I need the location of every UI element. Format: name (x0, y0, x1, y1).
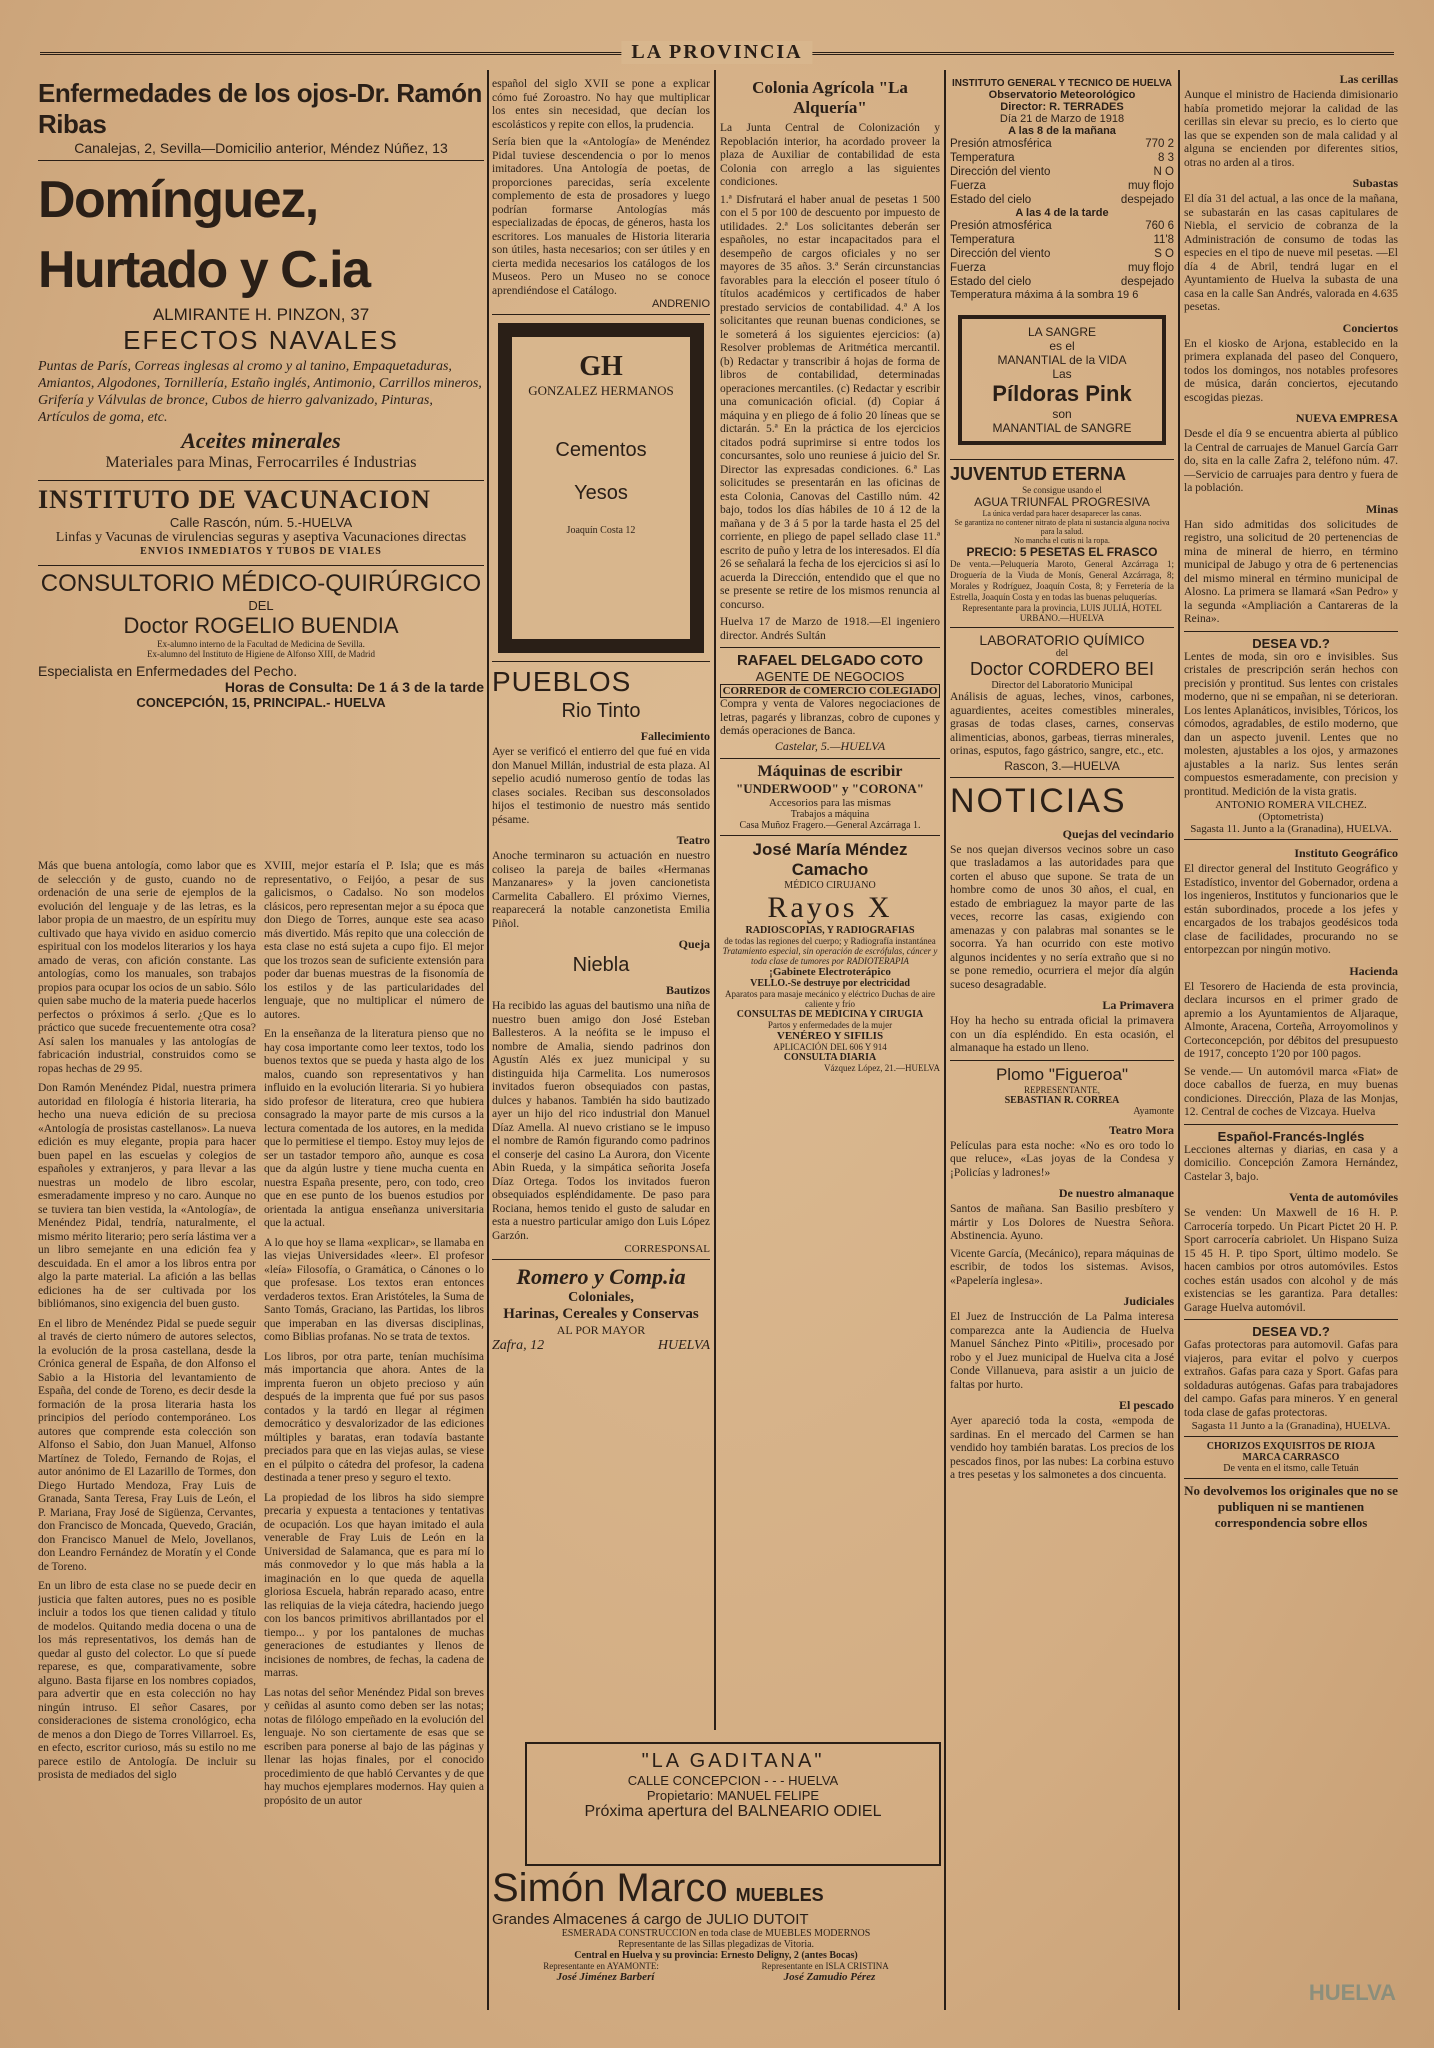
noticias-text: Santos de mañana. San Basilio presbítero y mártir y Los Dolores de Nuestra Señora. Abstinencia. Ayuno. (950, 1203, 1174, 1242)
mendez-trat: Tratamiento especial, sin operación de escrófulas, cáncer y toda clase de tumores por RADIOTERAPIA (722, 945, 938, 966)
footer-note: No devolvemos los originales que no se publiquen ni se mantienen correspondencia sobre ellos (1184, 1483, 1398, 1530)
meteo-label: Dirección del viento (950, 248, 1051, 260)
meteo-date: Día 21 de Marzo de 1918 (999, 113, 1125, 125)
meteo-label: Fuerza (950, 180, 986, 192)
meteo-label: Dirección del viento (950, 166, 1051, 178)
cordero-sub: del (1055, 648, 1069, 659)
meteo-value: S O (1154, 248, 1174, 260)
meteo-row (950, 233, 1174, 247)
column-2 (492, 78, 710, 1718)
col5-heading: Conciertos (1342, 320, 1398, 335)
gonzalez-logo: GH (579, 351, 623, 382)
col5-text: Lecciones alternas y diarias, en casa y a domicilio. Concepción Zamora Hernández, Castelar 3, bajo. (1184, 1143, 1398, 1183)
pueblos-title: PUEBLOS (492, 666, 632, 697)
gonzalez-address: Joaquín Costa 12 (566, 525, 636, 536)
pueblos-heading: Teatro (676, 833, 710, 847)
pueblos-signature: CORRESPONSAL (624, 1243, 710, 1255)
mendez-vello: VELLO.-Se destruye por electricidad (750, 977, 910, 989)
meteo-title: INSTITUTO GENERAL Y TÉCNICO DE HUELVA (951, 78, 1173, 89)
noticias-heading: El pescado (1118, 1398, 1174, 1412)
gonzalez-yesos: Yesos (574, 482, 628, 504)
chorizos-l1: CHORIZOS EXQUISITOS DE RIOJA (1206, 1441, 1376, 1452)
maquinas-brands: "UNDERWOOD" y "CORONA" (735, 780, 925, 796)
noticias-text: Ayer apareció toda la costa, «empoda de sardinas. En el mercado del Carmen se han vendido hoy también baratas. Los precios de los pescados finos, por las nubes: La corbina estuvo a tres pesetas y los salmonetes a dos cincuenta. (950, 1415, 1174, 1481)
col5-address: Sagasta 11 Junto a la (Granadina), HUELVA. (1191, 1420, 1391, 1432)
gaditana-next: Próxima apertura del BALNEARIO ODIEL (584, 1803, 882, 1820)
col5-heading: Las cerillas (1339, 72, 1398, 86)
noticias-text: El Juez de Instrucción de La Palma interesa comparezca ante la Audiencia de Huelva Manuel Sánchez Pinto «Pitili», procesado por robo y el Juez municipal de Huelva cita a José Conde Villanueva, para asistir a un juicio de faltas por hurto. (950, 1311, 1174, 1391)
romero-city: HUELVA (657, 1338, 710, 1353)
gonzalez-name: GONZALEZ HERMANOS (528, 383, 674, 398)
col5-address: Sagasta 11. Junto a la (Granadina), HUELVA. (1190, 823, 1392, 835)
meteo-row (950, 261, 1174, 275)
meteo-row (950, 219, 1174, 233)
col5-text: El director general del Instituto Geográfico y Estadístico, inventor del Gobernador, ordena a los ingenieros, Institutos y funcionarios que le están subordinados, procede a los jefes y encargados de los trabajos geodésicos toda clase de facilidades, procurando no se entorpezcan por ningún motivo. (1184, 863, 1398, 956)
dominguez-oils: Aceites minerales (181, 428, 341, 453)
column-4 (950, 78, 1174, 2008)
maquinas-address: Casa Muñoz Fragero.—General Azcárraga 1. (739, 819, 921, 831)
noticias-heading: De nuestro almanaque (1058, 1186, 1174, 1200)
mendez-diaria: CONSULTA DIARIA (783, 1051, 877, 1063)
alqueria-title: Colonia Agrícola "La Alquería" (752, 78, 908, 117)
plomo-rep: REPRESENTANTE, (1023, 1084, 1101, 1095)
vacuna-title: INSTITUTO DE VACUNACION (38, 485, 431, 514)
romero-mayor: AL POR MAYOR (556, 1323, 646, 1337)
article-paragraph: Más que buena antología, como labor que es de selección y de gusto, cuando no de ordenación de una serie de ejemplos de la evolución del lenguaje y de las letras, es la labor propia de un maestro, de un espíritu muy cultivado que haya vivido en asiduo comercio espiritual con los modelos literarios y los haya amado de veras, con afición constante. Las antologías, como los manuales, son trabajos propios para ocupar los ocios de un sabio. Sólo quien sabe mucho de la materia puede hacerlos perfectos o próximos á serlo. ¿Que es lo práctico que sucede frecuentemente otra cosa? Así salen los manuales y las antologías de fabricación industrial, construidos como se ropas hechas de 29 95. (38, 860, 256, 1075)
juventud-b1: La única verdad para hacer desaparecer las canas. (982, 509, 1142, 518)
col5-heading: Venta de automóviles (1289, 1190, 1398, 1204)
meteo-label: Temperatura (950, 152, 1015, 164)
meteo-row (950, 179, 1174, 193)
mendez-partos: Partos y enfermedades de la mujer (767, 1019, 893, 1030)
gaditana-title: "LA GADITANA" (641, 1750, 825, 1772)
meteo-value: 11'8 (1153, 234, 1174, 246)
article-column-1b (264, 860, 484, 2008)
juventud-title: JUVENTUD ETERNA (950, 464, 1127, 484)
noticias-text: Vicente García, (Mecánico), repara máquinas de escribir, de todos los sistemas. Avisos, «Papelería inglesa». (950, 1247, 1174, 1287)
simon-rep2: Representante en ISLA CRISTINA (761, 1961, 889, 1971)
meteo-morning-table (950, 137, 1174, 207)
column-3 (720, 78, 940, 1718)
plomo-rep-name: SEBASTIAN R. CORREA (1004, 1094, 1120, 1106)
maquinas-title: Máquinas de escribir (757, 762, 903, 780)
meteo-director: Director: R. TERRADES (1000, 101, 1124, 113)
simon-muebles: MUEBLES (735, 1885, 824, 1905)
col5-sign: ANTONIO ROMERA VILCHEZ. (Optometrista) (1215, 799, 1367, 823)
meteo-value: muy flojo (1127, 180, 1174, 192)
column-rule (487, 70, 489, 2010)
vacuna-address: Calle Rascón, núm. 5.-HUELVA (169, 515, 353, 530)
meteo-morning: A las 8 de la mañana (1008, 125, 1116, 137)
vacuna-body: Linfas y Vacunas de virulencias seguras y aseptiva Vacunaciones directas (55, 530, 467, 545)
article-paragraph: En la enseñanza de la literatura pienso que no hay cosa importante como leer textos, todo los buenos textos que se pueda y hasta algo de los malos, cuando son representativos y han influido en la evolución literaria. Si yo hubiera sido profesor de literatura, creo que hubiera consagrado la mayor parte de mis cursos a la lectura comentada de los autores, en la medida que lo permitiese el tiempo. Estoy muy lejos de ser un tastador temporo año, aunque es cosa que da algún lustre y tiene mucha cuenta en nuestra España presente, pero, con todo, creo que en ese punto de los buenos estudios por orientada la antigua enseñanza universitaria que la actual. (264, 1028, 484, 1229)
noticias-text: Hoy ha hecho su entrada oficial la primavera con un día espléndido. En esta ocasión, el almanaque ha estado un lleno. (950, 1015, 1174, 1054)
juventud-name: AGUA TRIUNFAL PROGRESIVA (974, 495, 1150, 509)
meteo-label: Estado del cielo (950, 194, 1032, 206)
col5-heading: NUEVA EMPRESA (1295, 411, 1398, 425)
pueblos-heading: Bautizos (665, 983, 710, 997)
article-column-1a (38, 860, 256, 2008)
meteo-sub: Observatorio Meteorológico (988, 89, 1136, 101)
pink-l2: es el (1049, 339, 1075, 353)
pueblos-text: Anoche terminaron su actuación en nuestro coliseo la pareja de bailes «Hermanas Manzanares» y la joven cancionetista Carmelita Caballero. El próximo Viernes, reaparecerá la notable canzonetista Emilia Piñol. (492, 850, 710, 930)
gaditana-owner: Propietario: MANUEL FELIPE (646, 1788, 820, 1803)
mendez-radio: RADIOSCOPIAS, Y RADIOGRAFIAS (745, 924, 915, 936)
pueblos-heading: Fallecimiento (640, 729, 710, 743)
buendia-address: CONCEPCIÓN, 15, PRINCIPAL.- HUELVA (136, 695, 386, 710)
juventud-b3: No mancha el cutis ni la ropa. (1014, 536, 1110, 545)
ribas-address: Canalejas, 2, Sevilla—Domicilio anterior, Méndez Núñez, 13 (74, 140, 448, 156)
pink-l5: Píldoras Pink (992, 381, 1132, 406)
delgado-title: RAFAEL DELGADO COTO (736, 652, 924, 669)
pink-ad (958, 315, 1166, 445)
dominguez-foot: Materiales para Minas, Ferrocarriles é Industrias (105, 454, 417, 471)
col5-heading: DESEA VD.? (1252, 635, 1330, 651)
col5-text: Han sido admitidas dos solicitudes de registro, una solicitud de 20 pertenencias de mina de mineral de hierro, en término municipal de Jabugo y otra de 6 pertenencias del mismo mineral en término municipal de Alosno. La primera se llamará «San Pedro» y la segunda «Ampliación a Cantareras de la Reina». (1184, 518, 1398, 625)
col5-text: Lentes de moda, sin oro e invisibles. Sus cristales de prescripción serán hechos con precisión y prontitud. Sus lentes con cristales moderno, que ni se empañan, ni se deterioran. Los lentes Aplanáticos, invisibles, Tóricos, los cómodos, agradables, de estilo moderno, que dan un aspecto juvenil. Lentes que no molesten, ajustables a los ojos, y armazones ajustables a la nariz. Sus lentes serán compuestos esmeradamente, con precision y prontitud. Medición de la vista gratis. (1184, 650, 1398, 798)
article-signature: ANDRENIO (651, 298, 710, 310)
chorizos-l3: De venta en el itsmo, calle Tetuán (1223, 1463, 1359, 1474)
article-paragraph: Sería bien que la «Antología» de Menéndez Pidal tuviese descendencia o por lo menos imitadores. Una Antología de poetas, de proporciones parecidas, sería excelente complemento de esta de prosadores y luego podrían formarse Antologías más especializadas de épocas, de géneros, hasta los escritores. Los manuales de Historia literaria son útiles, hasta necesarios; con ser útiles y en cierta medida necesarios los catálogos de los Museos. Pero un Museo no se conoce aprendiéndose el Catálogo. (492, 136, 710, 297)
mendez-aparatos: Aparatos para masaje mecánico y eléctrico Duchas de aire caliente y frío (725, 988, 935, 1009)
col5-text: Se venden: Un Maxwell de 16 H. P. Carrocería torpedo. Un Picart Pictet 20 H. P. Sport carrocería cabriolet. Un Hispano Suiza 15 45 H. P. tipo Sport, último modelo. Se hacen cambios por otros automóviles. Estos coches están usados con alcohol y de más existencias se les garantiza. Para detalles: Garage Huelva automóvil. (1184, 1207, 1398, 1314)
mendez-title: José María Méndez Camacho (752, 839, 908, 879)
noticias-text: Se nos quejan diversos vecinos sobre un caso que trasladamos a las autoridades para que corten el abuso que supone. Se trata de un hombre como de unos 30 años, el cual, en estado de embriaguez la mayor parte de las veces, recorre las casas, exigiendo con amenazas y con palabras mal sonantes se le socorra. Ya han ocurrido con este motivo algunos incidentes y no sería extraño que si no se pone remedio, ocurriera el mejor día algún suceso desagradable. (950, 843, 1174, 991)
buendia-title: CONSULTORIO MÉDICO-QUIRÚRGICO (40, 570, 482, 597)
simon-title: Simón Marco (492, 1866, 728, 1910)
pink-l6: son (1052, 407, 1072, 421)
col5-text: El día 31 del actual, a las once de la mañana, se subastarán en las casas capitulares de Niebla, el servicio de cobranza de la Administración de consumo de todas las especies en el tipo de nueve mil pesetas. —El día 4 de Abril, tendrá lugar en el Ayuntamiento de Huelva la subasta de una casa en la calle San Andrés, valorada en 4.635 pesetas. (1184, 193, 1398, 313)
meteo-afternoon: A las 4 de la tarde (1015, 207, 1109, 219)
meteo-value: 770 2 (1145, 138, 1174, 150)
delgado-sub: AGENTE DE NEGOCIOS (755, 669, 905, 684)
alqueria-text: La Junta Central de Colonización y Repoblación interior, ha acordado proveer la plaza de Auxiliar de contabilidad de esta Colonia con arreglo a las siguientes condiciones. (720, 122, 940, 188)
meteo-value: muy flojo (1127, 262, 1174, 274)
mendez-venereo: VENÉREO Y SIFILIS (776, 1029, 884, 1042)
dominguez-title: Domínguez, Hurtado y C.ia (38, 171, 370, 299)
dominguez-body: Puntas de París, Correas inglesas al cromo y al tanino, Empaquetaduras, Amiantos, Algodones, Tornillería, Estaño inglés, Antimonio, Carrillos mineros, Grifería y Válvulas de bronce, Cubos de hierro galvanizado, Pinturas, Artículos de goma, etc. (38, 359, 482, 425)
simon-line2: Representante de las Sillas plegadizas de Vitoria. (617, 1939, 815, 1950)
pink-l3: MANANTIAL de la VIDA (997, 353, 1127, 367)
meteo-max: Temperatura máxima á la sombra 19 6 (950, 289, 1139, 301)
column-5 (1184, 66, 1398, 2012)
simon-line1: ESMERADA CONSTRUCCION en toda clase de MUEBLES MODERNOS (561, 1928, 871, 1939)
article-paragraph: Los libros, por otra parte, tenían muchísima más importancia que ahora. Antes de la imprenta fueron un objeto precioso y aún después de la imprenta que fué por sus pasos contados y la tardó en llegar al régimen democrático y desvalorizador de las ediciones múltiples y baratas, eran todavía bastante preciados para que en las viejas aulas, se viese en el púlpito o cátedra del profesor, la cadena destinada a tener preso y seguro el texto. (264, 1350, 484, 1484)
gonzalez-ad (498, 323, 704, 653)
article-paragraph: XVIII, mejor estaría el P. Isla; que es más representativo, o Feijóo, a pesar de sus galicismos, o Cadalso. No son modelos clásicos, pero representan mejor a su época que don Diego de Torres, aunque este sea acaso más divertido. Más repito que una colección de esta clase no está sujeta a cupo fijo. El mejor que los trozos sean de suficiente extensión para poder dar buenas muestras de la fisonomía de los estilos y de las particularidades del lenguaje, que no multiplicar el número de autores. (264, 860, 484, 1021)
juventud-sub: Se consigue usando el (1022, 485, 1102, 495)
article-paragraph: En un libro de esta clase no se puede decir en justicia que falten autores, pues no es posible incluir a todos los que tienen calidad y título de modelos. Quitando media docena o una de los más representativos, los demás han de quedar al gusto del colector. Lo que sí puede reparese, es que, comparativamente, sobre alguno. Basta fijarse en los nombres copiados, para advertir que en esta colección no hay ningún intruso. El señor Casares, por consideraciones de sistema cronológico, echa de menos a don Diego de Torres Villarroel. Es, en efecto, escritor curioso, más su estilo no me parece estilo de Antología. De incluir su prosista de mediados del siglo (38, 1580, 256, 1781)
mendez-r2: de todas las regiones del cuerpo; y Radiografía instantánea (724, 935, 936, 946)
simon-rep1: Representante en AYAMONTE: (543, 1961, 659, 1971)
meteo-value: despejado (1120, 194, 1174, 206)
col5-heading: Hacienda (1349, 963, 1398, 978)
meteo-value: despejado (1120, 276, 1174, 288)
cordero-address: Rascon, 3.—HUELVA (1004, 758, 1120, 773)
romero-sub: Coloniales, (568, 1290, 634, 1305)
alqueria-text: 1.ª Disfrutará el haber anual de pesetas 1 500 con el 5 por 100 de descuento por impuesto de utilidades. 2.ª Los solicitantes deberán ser españoles, no estar incapacitados para el desempeño de cargos oficiales y no ser mayores de 35 años. 3.ª Serán circunstancias favorables para la elección el poseer título ó títulos académicos y certificados de haber prestado servicios de contabilidad. 4.ª A los solicitantes que reunan buenas condiciones, se le someterá á los siguientes ejercicios: (a) Resolver problemas de Aritmética mercantil. (b) Redactar y transcribir á hojas de forma de libros de contabilidad, determinadas operaciones mercantiles. (c) Redactar y escribir una comunicación oficial. (d) Copiar á máquina y en pliego de á folio 20 líneas que se dictarán. 5.ª En la práctica de los ejercicios citados podrá suprimirse si entre todos los concursantes, solo uno reuniese á juicio del Sr. Director las expresadas condiciones. 6.ª Las solicitudes se presentarán en las oficinas de esta Colonia, Canovas del Castillo núm. 42 bajo, todos los días hábiles de 10 á 12 de la mañana y de 3 á 5 por la tarde hasta el 25 del corriente, en pliego de papel sellado clase 11.ª escrito de puño y letra de los interesados. El día 26 se señalará la fecha de los ejercicios si así lo acuerda la Dirección, entendido que el que no se presente se retire de los mismos renuncia al concurso. (720, 193, 940, 611)
juventud-body: De venta.—Peluquería Maroto, General Azcárraga 1; Droguería de la Viuda de Monís, General Azcárraga, 8; Morales y Rodríguez, Joaquín Costa, 8; y Ferretería de la Estrella, Joaquín Costa y en todas las buenas peluquerías. (950, 559, 1174, 602)
cordero-title: LABORATORIO QUÍMICO (979, 632, 1145, 648)
juventud-price: PRECIO: 5 PESETAS EL FRASCO (966, 545, 1158, 559)
meteo-row (950, 275, 1174, 289)
vacuna-foot: ENVIOS INMEDIATOS Y TUBOS DE VIALES (140, 546, 382, 557)
romero-body: Harinas, Cereales y Conservas (503, 1306, 699, 1322)
simon-line3: Central en Huelva y su provincia: Ernesto Deligny, 2 (antes Bocas) (574, 1950, 858, 1961)
juventud-rep: Representante para la provincia, LUIS JULIÁ, HOTEL URBANO.—HUELVA (962, 603, 1162, 623)
meteo-label: Temperatura (950, 234, 1015, 246)
col5-heading: Instituto Geográfico (1294, 846, 1398, 860)
meteo-afternoon-table (950, 219, 1174, 289)
pueblos-town2: Niebla (572, 954, 630, 976)
pink-l7: MANANTIAL de SANGRE (992, 421, 1132, 435)
mendez-gab: ¡Gabinete Electroterápico (769, 965, 891, 978)
delgado-address: Castelar, 5.—HUELVA (774, 738, 886, 753)
article-paragraph: español del siglo XVII se pone a explicar cómo fué Zoroastro. No hay que multiplicar los entes sin necesidad, que decían los escolásticos y repite con ellos, la prudencia. (492, 78, 710, 131)
meteo-row (950, 193, 1174, 207)
buendia-line1: Ex-alumno interno de la Facultad de Medicina de Sevilla. (157, 639, 365, 649)
meteo-label: Fuerza (950, 262, 986, 274)
meteo-row (950, 247, 1174, 261)
column-rule (1178, 70, 1180, 2010)
buendia-del: DEL (248, 598, 274, 613)
noticias-title: NOTICIAS (950, 781, 1127, 820)
mendez-consultas: CONSULTAS DE MEDICINA Y CIRUGIA (736, 1008, 924, 1020)
mendez-aplicacion: APLICACIÓN DEL 606 Y 914 (773, 1041, 887, 1052)
romero-address: Zafra, 12 (492, 1338, 545, 1353)
meteo-row (950, 151, 1174, 165)
juventud-b2: Se garantiza no contener nitrato de plata ni sustancia alguna nociva para la salud. (954, 518, 1170, 536)
masthead-title: LA PROVINCIA (621, 41, 812, 64)
mendez-sub: MÉDICO CIRUJANO (784, 879, 876, 891)
article-paragraph: En el libro de Menéndez Pidal se puede seguir al través de cierto número de autores selectos, la evolución de la prosa castellana, desde la Crónica general de España, de don Alfonso el Sabio a la Historia del levantamiento de España, del conde de Toreno, es decir desde la formación de la prosa literaria hasta los principios del período contemporáneo. Los autores que comprende esta colección son Alfonso el Sabio, don Juan Manuel, Alfonso Martínez de Toledo, Fernando de Rojas, el autor anónimo de El Lazarillo de Tormes, don Diego Hurtado Mendoza, Fray Luis de Granada, Santa Teresa, Fray Luis de León, el P. Mariana, Fray José de Sigüenza, Cervantes, don Francisco de Moncada, Quevedo, Gracián, don Francisco Manuel de Melo, Jovellanos, don Leandro Fernández de Moratín y el Conde de Toreno. (38, 1317, 256, 1573)
col5-heading: Subastas (1352, 176, 1398, 190)
maquinas-sub: Accesorios para las mismas (769, 796, 891, 809)
gaditana-address: CALLE CONCEPCION - - - HUELVA (627, 1773, 839, 1788)
archive-stamp: HUELVA (1308, 1980, 1396, 2005)
mendez-rayos: Rayos X (767, 890, 893, 924)
col5-text: Aunque el ministro de Hacienda dimisionario había prometido mejorar la calidad de las cerillas sin elevar su precio, es lo cierto que las que se expenden son de mala calidad y al alguna se encienden por diferentes sitios, otras no arden al a tiros. (1184, 89, 1398, 169)
pink-l1: LA SANGRE (1027, 325, 1097, 339)
column-1-ads (38, 78, 484, 848)
dominguez-address: ALMIRANTE H. PINZON, 37 (152, 305, 370, 324)
cordero-doctor: Doctor CORDERO BEI (969, 659, 1155, 679)
buendia-hours: Horas de Consulta: De 1 á 3 de la tarde (224, 679, 484, 695)
article-paragraph: Don Ramón Menéndez Pidal, nuestra primera autoridad en filología é historia literaria, ha hecho una nueva edición de su preciosa «Antología de prosistas castellanos». La nueva edición es muy elegante, propia para hacer buen papel en las escuelas y colegios de españoles y extranjeros, y para llevar a las nuestras un modelo de libro escolar, esmeradamente impreso y no caro. Aunque no se tuviera tan bien vestida, la «Antología», de Menéndez Pidal, tendría, naturalmente, el mismo mérito literario; pero sería lástima ver a un libro semejante en una edición fea y descuidada. En el amor a los libros entra por algo la parte material. La afición a las bellas ediciones ha de ser cultivada por los bibliómanos, sino exigencia del buen gusto. (38, 1082, 256, 1310)
dominguez-sub: EFECTOS NAVALES (123, 325, 399, 355)
delgado-band: CORREDOR de COMERCIO COLEGIADO (720, 684, 940, 698)
noticias-text: Películas para esta noche: «No es oro todo lo que reluce», «Las joyas de la Condesa y ¡Policías y ladrones!» (950, 1139, 1174, 1179)
col5-text: Se vende.— Un automóvil marca «Fiat» de doce caballos de fuerza, en muy buenas condiciones. Dirección, Plaza de las Monjas, 12. Central de coches de Vizcaya. Huelva (1184, 1065, 1398, 1118)
simon-rep1-name: José Jiménez Barberí (556, 1971, 655, 1983)
plomo-title: Plomo "Figueroa" (995, 1064, 1129, 1084)
noticias-heading: Quejas del vecindario (1062, 826, 1174, 841)
romero-title: Romero y Comp.ia (516, 1264, 686, 1289)
pueblos-town1: Rio Tinto (561, 700, 641, 722)
chorizos-l2: MARCA CARRASCO (1242, 1452, 1340, 1463)
simon-sub: Grandes Almacenes á cargo de JULIO DUTOIT (492, 1911, 809, 1928)
col5-heading: DESEA VD.? (1252, 1324, 1330, 1339)
column-rule (944, 70, 946, 2010)
plomo-city: Ayamonte (1133, 1105, 1174, 1117)
col5-heading: Español-Francés-Inglés (1217, 1128, 1365, 1144)
simon-ad (492, 1866, 940, 2012)
gonzalez-cementos: Cementos (555, 439, 647, 461)
ribas-title: Enfermedades de los ojos-Dr. Ramón Ribas (38, 78, 482, 139)
meteo-label: Presión atmosférica (950, 220, 1052, 232)
article-paragraph: La propiedad de los libros ha sido siempre precaria y expuesta a tentaciones y tentativas de ocupación. Los que hayan imitado el aula venerable de Fray Luis de León en la Universidad de Salamanca, que es para mí lo más conmovedor y lo que más habla a la imaginación en lo que queda de aquella gloriosa Escuela, habrán reparado acaso, entre las reliquias de la vieja cátedra, haciendo juego con los bancos primitivos abrillantados por el tiempo... y por los pantalones de muchas generaciones de estudiantes y llenos de incisiones de nombres, de fechas, la cadena de marras. (264, 1491, 484, 1679)
pueblos-text: Ha recibido las aguas del bautismo una niña de nuestro buen amigo don José Esteban Ballesteros. A la neófita se le impuso el nombre de Amalia, siendo padrinos don Agustín Alés ex juez municipal y su distinguida hija Carmelita. Los numerosos invitados fueron obsequiados con pastas, dulces y habanos. También ha sido bautizado ayer un hijo del rico industrial don Manuel Díaz Amella. Al nuevo cristiano se le impuso el nombre de Ramón figurando como padrinos el conserje del casino La Aurora, don Vicente Abin Rueda, y la simpática señorita Josefa Díaz Ortega. Todos los invitados fueron obsequiados espléndidamente. De paso para Rociana, hemos tenido el gusto de saludar en esta a nuestro particular amigo don Luis López Garzón. (492, 1000, 710, 1242)
noticias-heading: Teatro Mora (1109, 1122, 1174, 1137)
noticias-heading: La Primavera (1102, 998, 1174, 1012)
buendia-doctor: Doctor ROGELIO BUENDIA (123, 613, 399, 638)
cordero-body: Análisis de aguas, leches, vinos, carbones, aguardientes, aceites comestibles minerales, grasas de todas clases, carnes, conservas alimenticias, abonos, garbeas, tierras minerales, orinas, esputos, fago gástrico, sangre, etc., etc. (950, 691, 1174, 757)
meteo-row (950, 137, 1174, 151)
cordero-director: Director del Laboratorio Municipal (991, 680, 1133, 691)
meteo-label: Estado del cielo (950, 276, 1032, 288)
simon-rep2-name: José Zamudio Pérez (783, 1971, 876, 1983)
article-paragraph: A lo que hoy se llama «explicar», se llamaba en las viejas Universidades «leer». El profesor «leía» Filosofía, o Gramática, o Cánones o lo que profesase. Los textos eran entonces verdaderos textos. Eran Aristóteles, la Suma de Santo Tomás, Graciano, las Partidas, los libros que imperaban en las diversas disciplinas, como Biblias profanas. No se trata de textos. (264, 1236, 484, 1343)
maquinas-trab: Trabajos a máquina (790, 808, 870, 820)
meteo-value: 8 3 (1158, 152, 1174, 164)
article-paragraph: Las notas del señor Menéndez Pidal son breves y ceñidas al asunto como deben ser las notas; notas de filólogo empeñado en la evolución del lenguaje. No son ciertamente de esas que se escriben para ponerse al bajo de las páginas y llenar las hojas finales, por el conocido procedimiento de que habló Cervantes y de que hay muchos ejemplares modernos. Hay quien a propósito de un autor (264, 1686, 484, 1807)
buendia-line2: Ex-alumno del Instituto de Higiene de Alfonso XIII, de Madrid (147, 649, 375, 659)
buendia-spec: Especialista en Enfermedades del Pecho. (38, 663, 298, 679)
meteo-value: N O (1153, 166, 1174, 178)
column-rule (714, 70, 716, 1730)
col5-text: Gafas protectoras para automovil. Gafas para viajeros, para evitar el polvo y cuerpos extraños. Gafas para caza y Sport. Gafas para soldaduras autógenas. Gafas para trabajadores del campo. Gafas para mineros. Y en general toda clase de gafas protectoras. (1184, 1339, 1398, 1419)
meteo-row (950, 165, 1174, 179)
col5-heading: Minas (1365, 501, 1398, 516)
pink-l4: Las (1052, 367, 1072, 381)
pueblos-heading: Queja (678, 937, 710, 951)
gaditana-ad (525, 1742, 941, 1866)
alqueria-date: Huelva 17 de Marzo de 1918.—El ingeniero director. Andrés Sultán (720, 616, 940, 642)
meteo-label: Presión atmosférica (950, 138, 1052, 150)
mendez-address: Vázquez López, 21.—HUELVA (824, 1062, 940, 1073)
meteo-value: 760 6 (1145, 220, 1174, 232)
delgado-body: Compra y venta de Valores negociaciones de letras, pagarés y libranzas, cobro de cupones y demás operaciones de Banca. (720, 698, 940, 737)
col5-text: Desde el día 9 se encuentra abierta al público la Central de carruajes de Manuel García Garr do, sita en la calle Zafra 2, teléfono núm. 47.—Servicio de carruajes para dentro y fuera de la población. (1184, 428, 1398, 494)
col5-text: El Tesorero de Hacienda de esta provincia, declara incursos en el primer grado de apremio a los Ayuntamientos de Aljaraque, Almonte, Aracena, Corteña, Arroyomolinos y Corteconcepción, por débitos del presupuesto de 1917, concepto 1'20 por 100 pagos. (1184, 980, 1398, 1060)
noticias-heading: Judiciales (1123, 1294, 1174, 1308)
col5-text: En el kiosko de Arjona, establecido en la primera explanada del paseo del Conquero, todos los domingos, nos notables profesores de música, darán conciertos, ejecutando escogidas piezas. (1184, 337, 1398, 404)
pueblos-text: Ayer se verificó el entierro del que fué en vida don Manuel Millán, industrial de esta plaza. Al sepelio acudió numeroso gentío de todas las clases sociales. Reciban sus desconsolados hijos el testimonio de nuestro más sentido pésame. (492, 746, 710, 826)
